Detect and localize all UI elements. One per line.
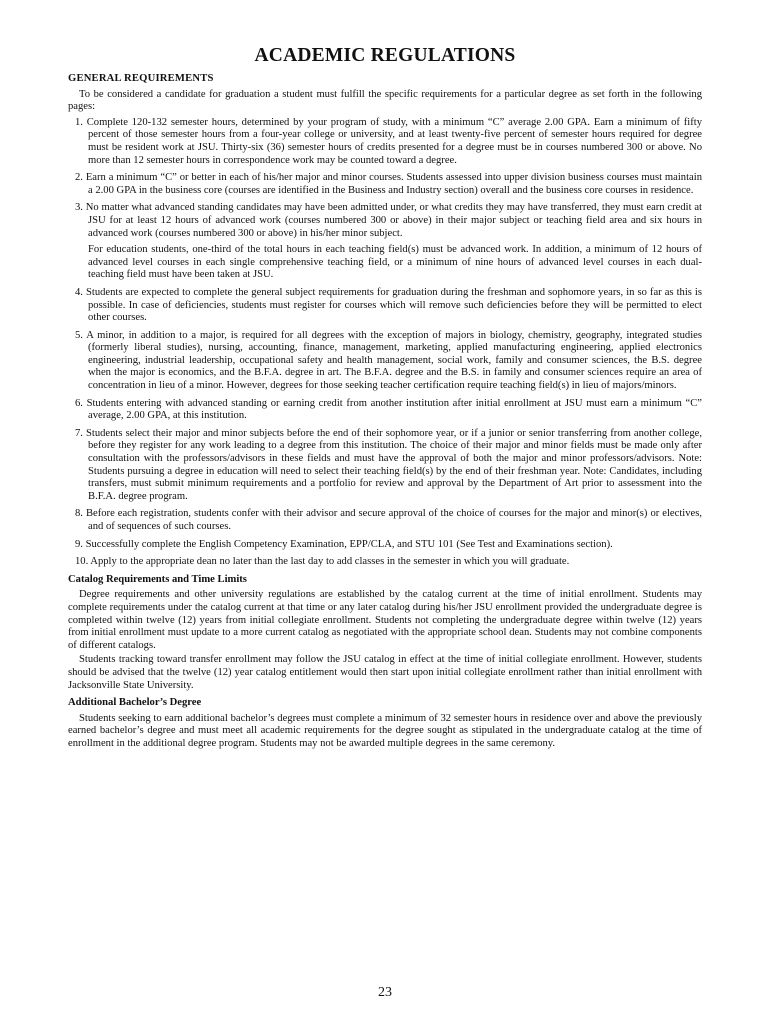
catalog-paragraph-1: Degree requirements and other university regulations are established by the catalog current at the time of initial enrollment. Students may complete requirements under the catalog current at that time or any later catalog during his/her JSU enrollment provided the undergraduate degree is completed within twelve (12) years from initial collegiate enrollment. Students not completing the undergraduate degree within twelve (12) years from initial enrollment must update to a more current catalog as negotiated with the appropriate school dean. Students may not combine components of different catalogs. bbox=[68, 589, 702, 651]
requirement-item-7: 7. Students select their major and minor subjects before the end of their sophomore year, or if a junior or senior transferring from another college, before they register for any work leading to a degree from this institution. The choice of their major and minor fields must be made only after consultation with the professors/advisors in these fields and must have the approval of both the major and minor professors/advisors. Note: Students pursuing a degree in education will need to select their teaching field(s) by the end of their freshman year. Note: Candidates, including transfers, must submit minimum requirements and a portfolio for review and approval by the Department of Art prior to assessment into the B.F.A. degree program. bbox=[75, 427, 702, 502]
page-title: ACADEMIC REGULATIONS bbox=[254, 45, 516, 66]
requirement-item-3-text: 3. No matter what advanced standing candidates may have been admitted under, or what credits they may have transferred, they must earn credit at JSU for at least 12 hours of advanced work (courses numbered 300 or above) in their major subject or teaching field area and six hours in advanced work (courses numbered 300 or above) in his/her minor subject. bbox=[75, 202, 702, 239]
requirement-item-2: 2. Earn a minimum “C” or better in each of his/her major and minor courses. Students assessed into upper division business courses must maintain a 2.00 GPA in the business core (courses are identified in the Business and Industry section) overall and the business core courses in residence. bbox=[75, 172, 702, 196]
page-number: 23 bbox=[378, 985, 392, 1000]
requirement-item-1: 1. Complete 120-132 semester hours, determined by your program of study, with a minimum “C” average 2.00 GPA. Earn a minimum of fifty percent of those semester hours from a four-year college or university, and at least twenty-five percent of semester hours required for degree must be resident work at JSU. Thirty-six (36) semester hours of credits presented for a degree must be in courses numbered 300 or above. No more than 12 semester hours in correspondence work may be counted toward a degree. bbox=[75, 116, 702, 166]
requirement-item-5: 5. A minor, in addition to a major, is required for all degrees with the exception of majors in biology, chemistry, geography, integrated studies (formerly liberal studies), nursing, accounting, finance, management, marketing, applied manufacturing engineering, applied electronics engineering, industrial leadership, occupational safety and health management, social work, family and consumer sciences, the B.S. degree when the major is economics, and the B.F.A. degree in art. The B.F.A. degree and the B.S. in family and consumer sciences require an area of concentration in lieu of a minor. However, degrees for those seeking teacher certification require teaching field(s) in lieu of majors/minors. bbox=[75, 329, 702, 392]
requirement-item-10: 10. Apply to the appropriate dean no later than the last day to add classes in the semester in which you will graduate. bbox=[75, 556, 570, 568]
page-content bbox=[68, 44, 702, 753]
requirement-item-9: 9. Successfully complete the English Competency Examination, EPP/CLA, and STU 101 (See Test and Examinations section). bbox=[75, 538, 613, 550]
general-intro-paragraph: To be considered a candidate for graduation a student must fulfill the specific requirements for a particular degree as set forth in the following pages: bbox=[68, 88, 702, 113]
additional-degree-paragraph: Students seeking to earn additional bachelor’s degrees must complete a minimum of 32 semester hours in residence over and above the previously earned bachelor’s degree and must meet all academic requirements for the degree sought as stipulated in the undergraduate catalog at the time of enrollment in the additional degree program. Students may not be awarded multiple degrees in the same ceremony. bbox=[68, 712, 702, 749]
requirement-item-8: 8. Before each registration, students confer with their advisor and secure approval of the choice of courses for the major and minor(s) or electives, and of sequences of such courses. bbox=[75, 508, 702, 532]
requirement-item-3 bbox=[68, 202, 702, 282]
requirement-item-6: 6. Students entering with advanced standing or earning credit from another institution after initial enrollment at JSU must earn a minimum “C” average, 2.00 GPA, at this institution. bbox=[75, 397, 702, 422]
catalog-requirements-heading: Catalog Requirements and Time Limits bbox=[68, 573, 247, 585]
requirement-item-3-note: For education students, one-third of the total hours in each teaching field(s) must be advanced work. In addition, a minimum of 12 hours of advanced level courses in each single comprehensive teaching field, or a minimum of nine hours of advanced level courses in each dual-teaching field must have been taken at JSU. bbox=[88, 244, 702, 281]
additional-degree-heading: Additional Bachelor’s Degree bbox=[68, 697, 202, 709]
general-requirements-heading: GENERAL REQUIREMENTS bbox=[68, 73, 214, 84]
requirements-list bbox=[68, 117, 702, 569]
requirement-item-4: 4. Students are expected to complete the general subject requirements for graduation during the freshman and sophomore years, in so far as this is possible. In case of deficiencies, students must register for courses which will remove such deficiencies before they will be permitted to elect other courses. bbox=[75, 286, 702, 324]
catalog-paragraph-2: Students tracking toward transfer enrollment may follow the JSU catalog in effect at the time of initial collegiate enrollment. However, students should be advised that the twelve (12) year catalog entitlement would then start upon initial collegiate enrollment rather than initial enrollment with Jacksonville State University. bbox=[68, 654, 702, 691]
